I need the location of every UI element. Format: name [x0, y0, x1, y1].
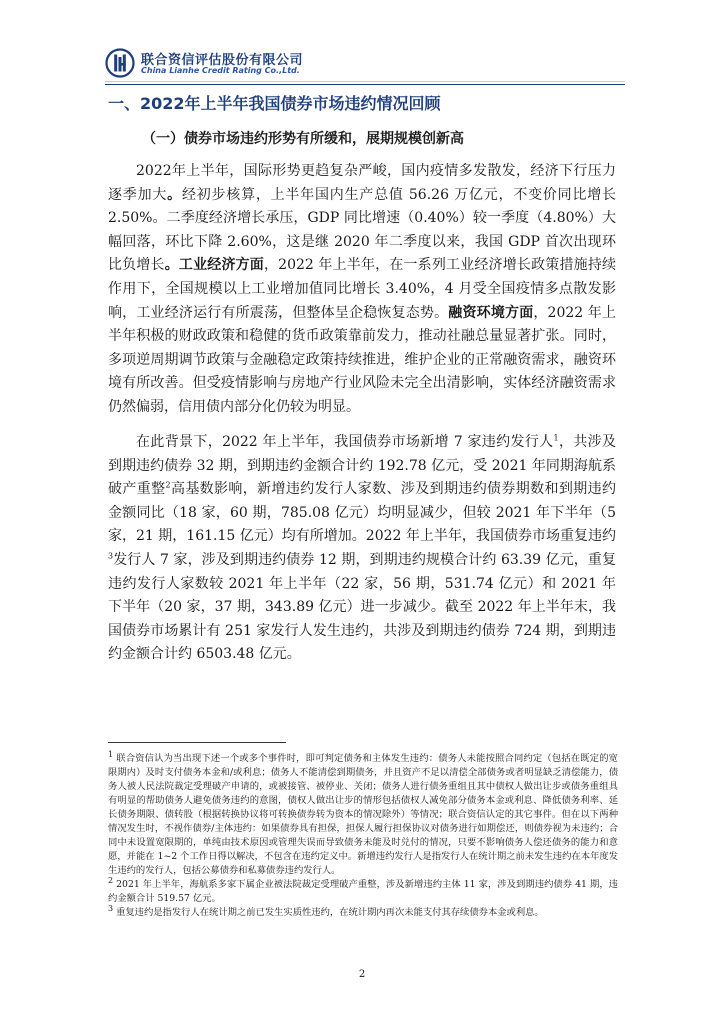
header-divider-accent [105, 84, 625, 85]
p1-sentence-4: ，2022 年上半年积极的财政政策和稳健的货币政策靠前发力，推动社融总量显著扩张。同时，多项逆周期调节政策与金融稳定政策持续推进，维护企业的正常融资需求，融资环境有所改善。但受疫情影响与房地产行业风险未完全出清影响，实体经济融资需求仍然偏弱，信用债内部分化仍较为明显。 [108, 304, 616, 415]
p2-text-3: 高基数影响，新增违约发行人家数、涉及到期违约债券期数和到期违约金额同比（18 家，60 期，785.08 亿元）均明显减少，但较 2021 年下半年（5 家，21 期，161.15 亿元）均有所增加。2022 年上半年，我国债券市场重复违约 [108, 481, 617, 545]
footnote-ref-1[interactable]: 1 [553, 433, 559, 443]
p1-bold-financing: 融资环境方面 [448, 304, 534, 321]
footnotes [108, 749, 618, 920]
footnote-num: 3 [108, 903, 114, 913]
p1-sentence-2: 经初步核算，上半年国内生产总值 56.26 万亿元，不变价同比增长 2.50%。二季度经济增长承压，GDP 同比增速（0.40%）较一季度（4.80%）大幅回落，环比下降 2.60%，这是继 2020 年二季度以来，我国 GDP 首次出现环比负增长 [108, 186, 617, 274]
footnote-text: 重复违约是指发行人在统计期之前已发生实质性违约，在统计期内再次未能支付其存续债券本金或利息。 [116, 907, 544, 918]
p1-sentence-2-end: 。 [164, 257, 179, 274]
p1-bold-industry: 工业经济方面 [178, 257, 264, 274]
subsection-title: （一）债券市场违约形势有所缓和，展期规模创新高 [142, 131, 464, 147]
header-divider [105, 81, 625, 82]
footnote-3 [108, 903, 618, 920]
p1-sentence-1-end: 。 [167, 186, 182, 203]
paragraph-defaults [108, 431, 616, 667]
p2-text-4: 发行人 7 家，涉及到期违约债券 12 期，到期违约规模合计约 63.39 亿元，重复违约发行人家数较 2021 年上半年（22 家，56 期，531.74 亿元）和 2021 年下半年（20 家，37 期，343.89 亿元）进一步减少。截至 2022 年上半年末，我国债券市场累计有 251 家发行人发生违约，共涉及到期违约债券 724 期，到期违约金额合计约 6503.48 亿元。 [108, 551, 616, 663]
footnote-text: 2021 年上半年，海航系多家下属企业被法院裁定受理破产重整，涉及新增违约主体 11 家，涉及到期违约债券 41 期，违约金额合计 519.57 亿元。 [108, 879, 618, 904]
company-logo-icon [105, 48, 135, 78]
section-title: 一、2022年上半年我国债券市场违约情况回顾 [108, 94, 441, 113]
p2-text-1: 在此背景下，2022 年上半年，我国债券市场新增 7 家违约发行人 [136, 434, 554, 450]
footnote-ref-2[interactable]: 2 [165, 480, 171, 490]
footnote-divider [108, 742, 286, 743]
footnote-num: 1 [108, 749, 114, 759]
footnote-num: 2 [108, 875, 114, 885]
company-name-cn: 联合资信评估股份有限公司 [141, 53, 304, 68]
paragraph-economy [108, 160, 616, 420]
company-name-en: China Lianhe Credit Rating Co.,Ltd. [141, 66, 300, 75]
page-header [105, 44, 625, 78]
footnote-ref-3[interactable]: 3 [108, 551, 114, 561]
p2-text-2: ，共涉及到期违约债券 32 期，到期违约金额合计约 192.78 亿元，受 2021 年同期海航系破产重整 [108, 434, 617, 498]
footnote-text: 联合资信认为当出现下述一个或多个事件时，即可判定债务和主体发生违约：债务人未能按照合同约定（包括在既定的宽限期内）及时支付债务本金和/或利息；债务人不能清偿到期债务，并且资产不足以清偿全部债务或者明显缺乏清偿能力，债务人被人民法院裁定受理破产申请的，或被接管、被停业、关闭；债务人进行债务重组且其中债权人做出让步或债务重组具有明显的帮助债务人避免债务违约的意图，债权人做出让步的情形包括债权人减免部分债务本金或利息、降低债务利率、延长债务期限、债转股（根据转换协议将可转换债券转为资本的情况除外）等情况；联合资信认定的其它事件。但在以下两种情况发生时，不视作债券/主体违约：如果债券具有担保，担保人履行担保协议对债务进行如期偿还，则债券视为未违约；合同中未设置宽限期的，单纯由技术原因或管理失误而导致债务未能及时兑付的情况，只要不影响债务人偿还债务的能力和意愿，并能在 1~2 个工作日得以解决，不包含在违约定义中。新增违约发行人是指发行人在统计期之前未发生违约在本年度发生违约的发行人，包括公募债券和私募债券违约发行人。 [108, 753, 618, 876]
page-number: 2 [358, 969, 366, 980]
footnote-1 [108, 749, 618, 878]
p1-sentence-3: ，2022 年上半年，在一系列工业经济增长政策措施持续作用下，全国规模以上工业增加值同比增长 3.40%，4 月受全国疫情多点散发影响，工业经济运行有所震荡，但整体呈企稳恢复态势。 [108, 257, 617, 321]
footnote-2 [108, 875, 618, 906]
p1-sentence-1: 2022年上半年，国际形势更趋复杂严峻，国内疫情多发散发，经济下行压力逐季加大 [108, 163, 616, 203]
